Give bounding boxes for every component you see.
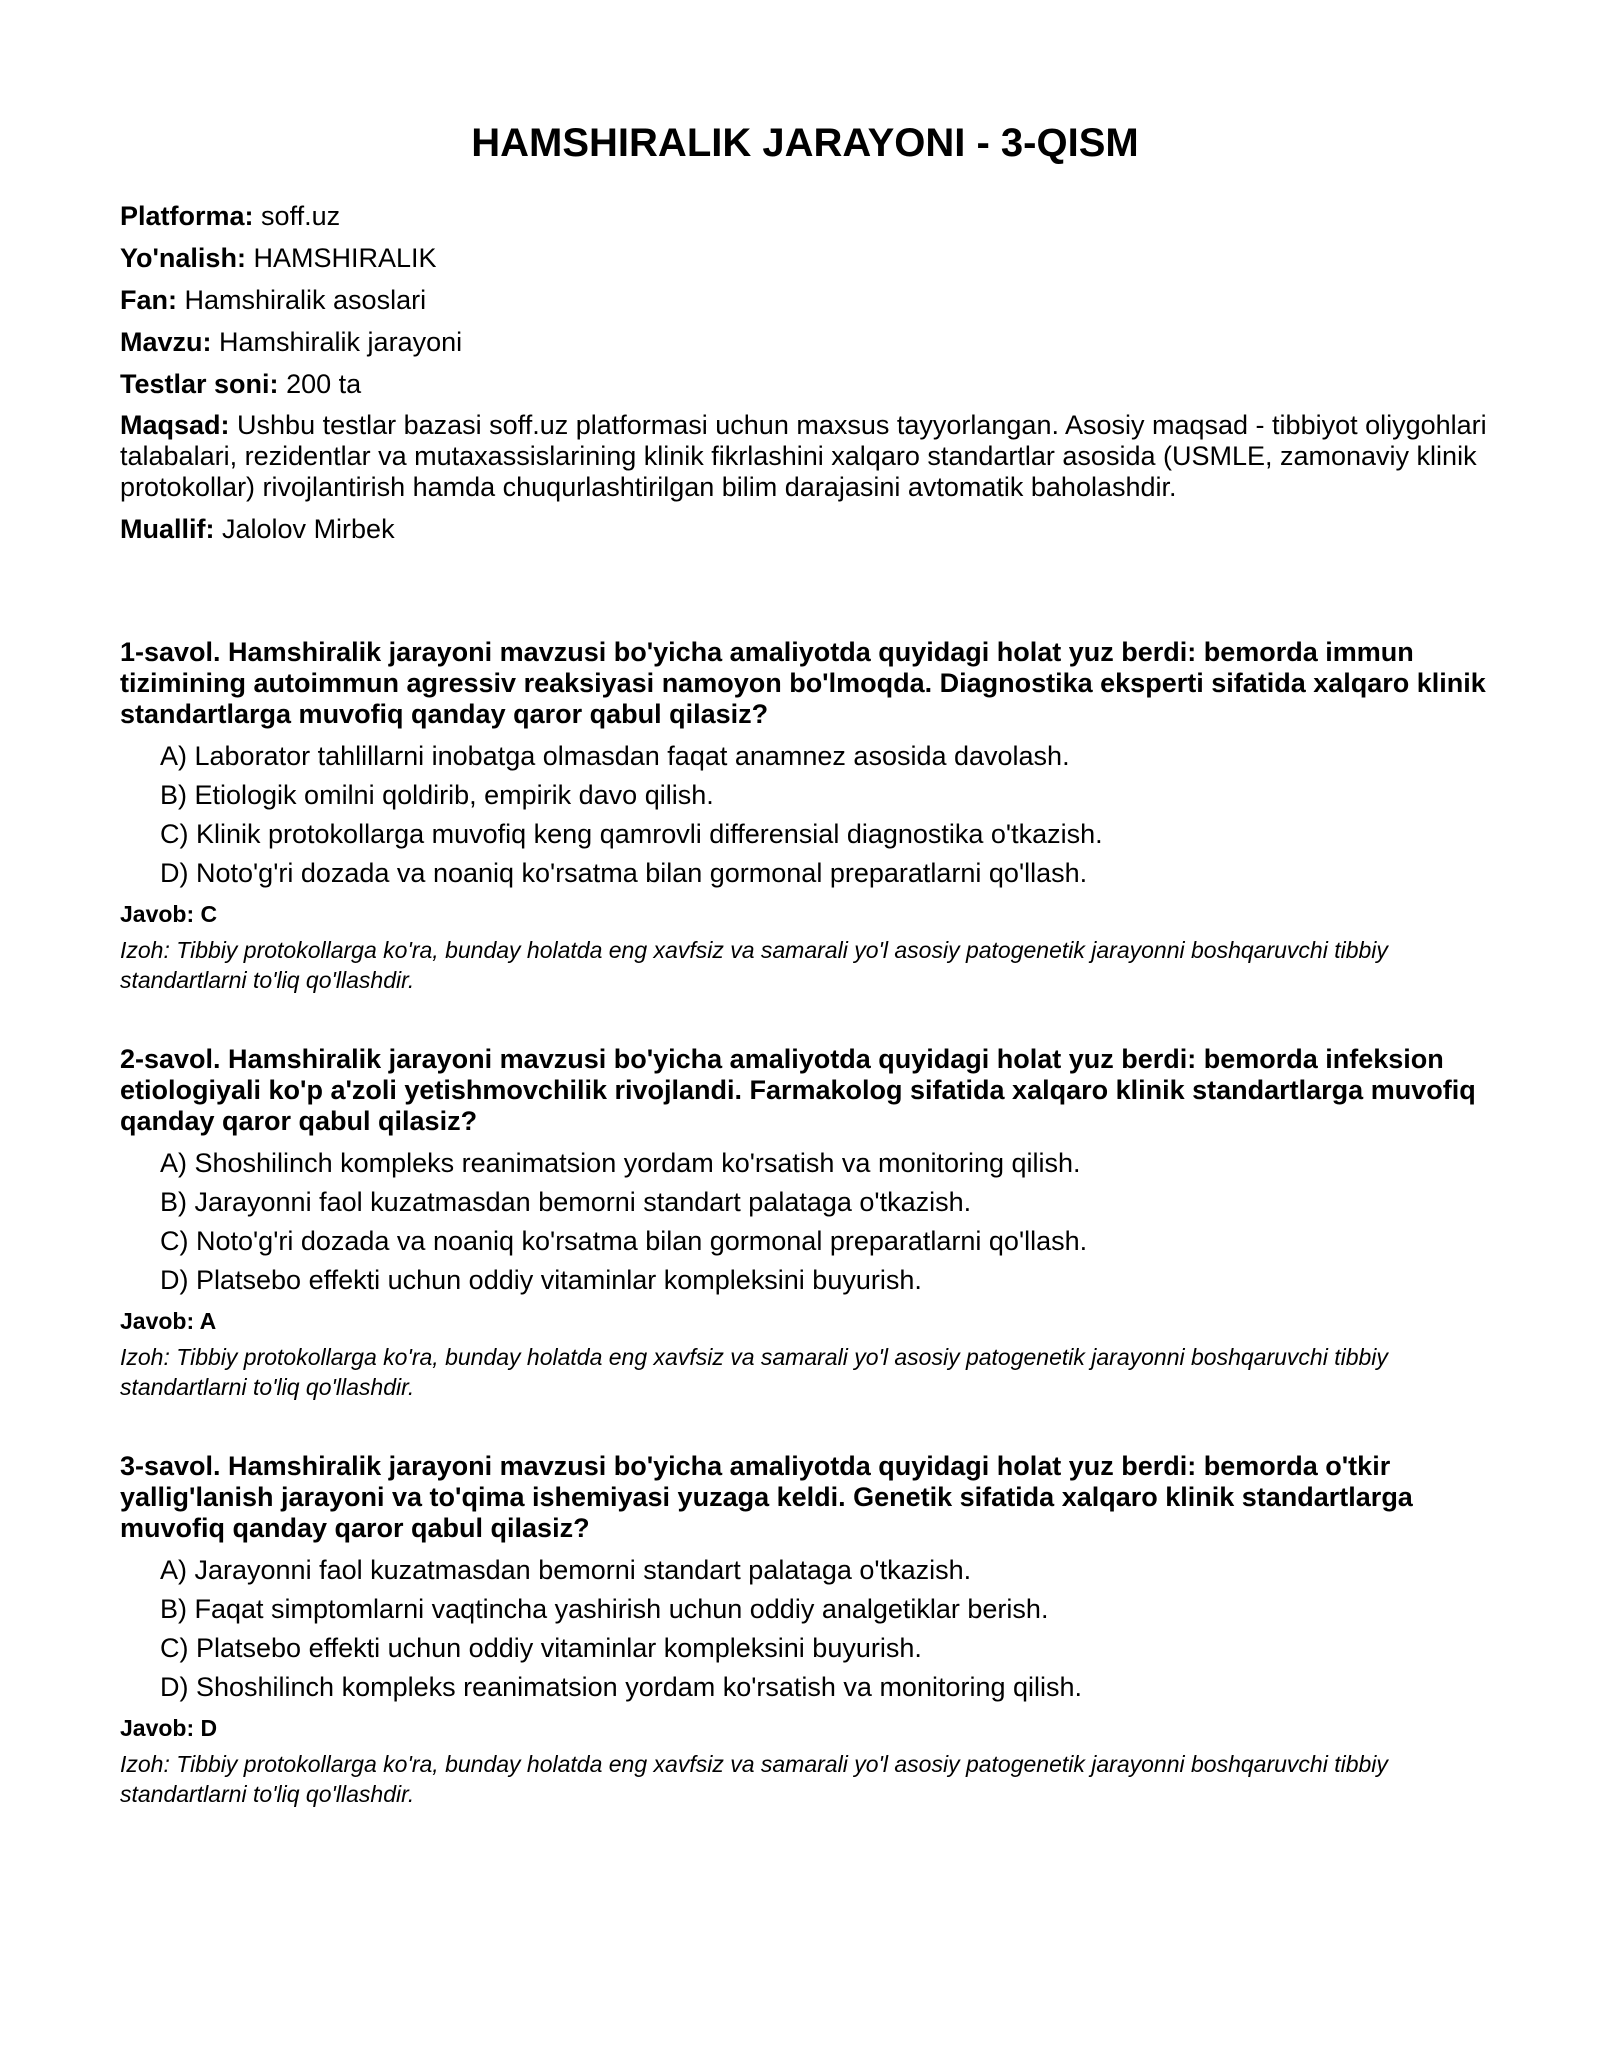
meta-test-count-label: Testlar soni: <box>120 369 279 399</box>
option-b: B) Jarayonni faol kuzatmasdan bemorni standart palataga o'tkazish. <box>160 1187 972 1217</box>
option-a: A) Laborator tahlillarni inobatga olmasdan faqat anamnez asosida davolash. <box>160 741 1070 771</box>
answer-label: Javob: A <box>120 1308 217 1334</box>
meta-subject-label: Fan: <box>120 285 177 315</box>
explanation-note: Izoh: Tibbiy protokollarga ko'ra, bunday holatda eng xavfsiz va samarali yo'l asosiy patogenetik jarayonni boshqaruvchi tibbiy standartlarni to'liq qo'llashdir. <box>120 1344 1388 1400</box>
meta-subject <box>120 284 1490 316</box>
question-text: 2-savol. Hamshiralik jarayoni mavzusi bo'yicha amaliyotda quyidagi holat yuz berdi: bemorda infeksion etiologiyali ko'p a'zoli yetishmovchilik rivojlandi. Farmakolog sifatida xalqaro klinik standartlarga muvofiq qanday qaror qabul qilasiz? <box>120 1044 1476 1136</box>
meta-direction <box>120 242 1490 274</box>
meta-topic-value: Hamshiralik jarayoni <box>219 327 463 357</box>
option-c: C) Platsebo effekti uchun oddiy vitaminlar kompleksini buyurish. <box>160 1633 922 1663</box>
meta-block <box>120 200 1490 545</box>
meta-author-value: Jalolov Mirbek <box>222 514 395 544</box>
meta-topic-label: Mavzu: <box>120 327 212 357</box>
meta-subject-value: Hamshiralik asoslari <box>184 285 427 315</box>
meta-platform-label: Platforma: <box>120 201 254 231</box>
meta-test-count-value: 200 ta <box>286 369 362 399</box>
section-spacer <box>120 555 1490 637</box>
option-b: B) Faqat simptomlarni vaqtincha yashirish uchun oddiy analgetiklar berish. <box>160 1594 1049 1624</box>
meta-test-count <box>120 368 1490 400</box>
question-1 <box>120 637 1490 995</box>
explanation-note: Izoh: Tibbiy protokollarga ko'ra, bunday holatda eng xavfsiz va samarali yo'l asosiy patogenetik jarayonni boshqaruvchi tibbiy standartlarni to'liq qo'llashdir. <box>120 1751 1388 1807</box>
question-text: 3-savol. Hamshiralik jarayoni mavzusi bo'yicha amaliyotda quyidagi holat yuz berdi: bemorda o'tkir yallig'lanish jarayoni va to'qima ishemiyasi yuzaga keldi. Genetik sifatida xalqaro klinik standartlarga muvofiq qanday qaror qabul qilasiz? <box>120 1451 1413 1543</box>
option-d: D) Shoshilinch kompleks reanimatsion yordam ko'rsatish va monitoring qilish. <box>160 1672 1083 1702</box>
option-d: D) Noto'g'ri dozada va noaniq ko'rsatma bilan gormonal preparatlarni qo'llash. <box>160 858 1088 888</box>
document-title: HAMSHIRALIK JARAYONI - 3-QISM <box>471 121 1139 165</box>
document-page <box>120 118 1490 1858</box>
meta-goal <box>120 410 1490 503</box>
meta-author-label: Muallif: <box>120 514 215 544</box>
meta-author <box>120 513 1490 545</box>
option-a: A) Jarayonni faol kuzatmasdan bemorni standart palataga o'tkazish. <box>160 1555 972 1585</box>
question-text: 1-savol. Hamshiralik jarayoni mavzusi bo'yicha amaliyotda quyidagi holat yuz berdi: bemorda immun tizimining autoimmun agressiv reaksiyasi namoyon bo'lmoqda. Diagnostika eksperti sifatida xalqaro klinik standartlarga muvofiq qanday qaror qabul qilasiz? <box>120 637 1486 729</box>
option-c: C) Noto'g'ri dozada va noaniq ko'rsatma bilan gormonal preparatlarni qo'llash. <box>160 1226 1088 1256</box>
option-b: B) Etiologik omilni qoldirib, empirik davo qilish. <box>160 780 714 810</box>
meta-goal-label: Maqsad: <box>120 410 230 440</box>
meta-platform <box>120 200 1490 232</box>
answer-label: Javob: C <box>120 901 218 927</box>
meta-topic <box>120 326 1490 358</box>
question-3 <box>120 1451 1490 1809</box>
explanation-note: Izoh: Tibbiy protokollarga ko'ra, bunday holatda eng xavfsiz va samarali yo'l asosiy patogenetik jarayonni boshqaruvchi tibbiy standartlarni to'liq qo'llashdir. <box>120 937 1388 993</box>
meta-platform-value: soff.uz <box>261 201 341 231</box>
option-d: D) Platsebo effekti uchun oddiy vitaminlar kompleksini buyurish. <box>160 1265 922 1295</box>
answer-label: Javob: D <box>120 1715 218 1741</box>
meta-direction-label: Yo'nalish: <box>120 243 246 273</box>
meta-goal-value: Ushbu testlar bazasi soff.uz platformasi uchun maxsus tayyorlangan. Asosiy maqsad - tibbiyot oliygohlari talabalari, rezidentlar va mutaxassislarining klinik fikrlashini xalqaro standartlar asosida (USMLE, zamonaviy klinik protokollar) rivojlantirish hamda chuqurlashtirilgan bilim darajasini avtomatik baholashdir. <box>120 410 1487 502</box>
question-list <box>120 637 1490 1809</box>
option-a: A) Shoshilinch kompleks reanimatsion yordam ko'rsatish va monitoring qilish. <box>160 1148 1081 1178</box>
meta-direction-value: HAMSHIRALIK <box>253 243 437 273</box>
option-c: C) Klinik protokollarga muvofiq keng qamrovli differensial diagnostika o'tkazish. <box>160 819 1103 849</box>
question-2 <box>120 1044 1490 1402</box>
